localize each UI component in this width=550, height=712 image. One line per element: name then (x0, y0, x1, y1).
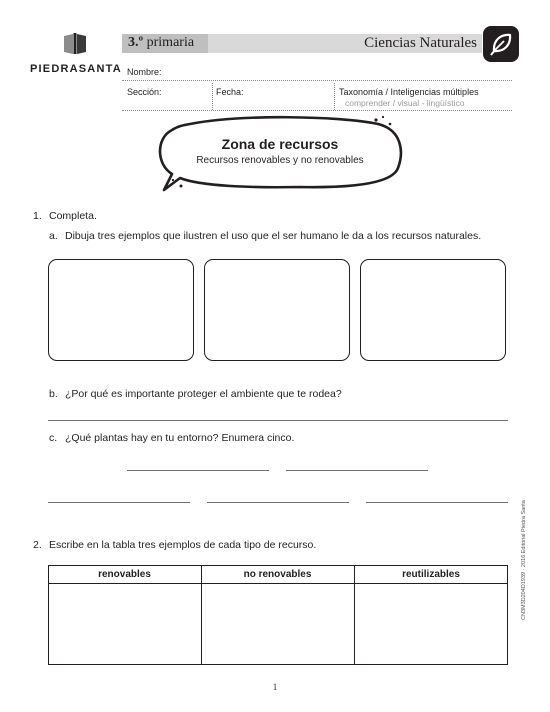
banner-title: Zona de recursos (221, 136, 339, 152)
resource-zone-banner (150, 112, 410, 194)
plant-answer-line-1[interactable] (127, 470, 269, 471)
side-code (521, 500, 529, 628)
plant-answer-line-2[interactable] (286, 470, 428, 471)
table-cell-renovables[interactable] (49, 584, 200, 663)
question-1-number: 1. (33, 210, 42, 222)
plant-answer-line-4[interactable] (207, 502, 349, 503)
question-1b-letter: b. (49, 388, 58, 400)
leaf-badge (483, 26, 519, 62)
answer-line-1b[interactable] (48, 420, 508, 421)
question-1c-letter: c. (49, 432, 58, 444)
taxonomy-detail: comprender / visual - lingüístico (345, 98, 465, 108)
table-cell-no-renovables[interactable] (202, 584, 353, 663)
table-header-no-renovables: no renovables (243, 569, 312, 580)
grade-level: primaria (146, 35, 195, 50)
book-logo-icon (62, 30, 88, 56)
section-field-label: Sección: (127, 87, 162, 97)
taxonomy-label: Taxonomía / Inteligencias múltiples (339, 87, 479, 97)
field-divider (334, 83, 335, 110)
date-field-label: Fecha: (216, 87, 244, 97)
table-header-reutilizables: reutilizables (402, 569, 460, 580)
plant-answer-line-5[interactable] (366, 502, 508, 503)
name-field-label: Nombre: (127, 67, 162, 77)
question-1a-letter: a. (49, 230, 58, 242)
header-bottom-line (122, 110, 512, 111)
grade-label (128, 35, 194, 51)
leaf-icon (483, 26, 519, 62)
drawing-box-2[interactable] (204, 259, 350, 361)
drawing-box-1[interactable] (48, 259, 194, 361)
question-1b-text: ¿Por qué es importante proteger el ambiente que te rodea? (65, 388, 342, 400)
table-header-renovables: renovables (98, 569, 151, 580)
publisher-logo: PIEDRASANTA (30, 63, 122, 75)
drawing-box-3[interactable] (360, 259, 506, 361)
plant-answer-line-3[interactable] (48, 502, 190, 503)
page-number: 1 (272, 682, 278, 692)
side-code-text: CN3M3D204D1939 · 2016 Editorial Piedra Santa (521, 500, 527, 620)
name-field-line[interactable] (122, 80, 512, 81)
question-2-text: Escribe en la tabla tres ejemplos de cada tipo de recurso. (49, 539, 317, 551)
subject-title: Ciencias Naturales (364, 35, 477, 51)
table-cell-reutilizables[interactable] (355, 584, 506, 663)
question-2-number: 2. (33, 539, 42, 551)
question-1a-text: Dibuja tres ejemplos que ilustren el uso que el ser humano le da a los recursos naturales. (65, 230, 482, 242)
grade-number: 3.º (128, 35, 144, 50)
banner-subtitle: Recursos renovables y no renovables (196, 155, 364, 166)
field-divider (212, 83, 213, 110)
question-1-text: Completa. (49, 210, 97, 222)
question-1c-text: ¿Qué plantas hay en tu entorno? Enumera cinco. (65, 432, 295, 444)
